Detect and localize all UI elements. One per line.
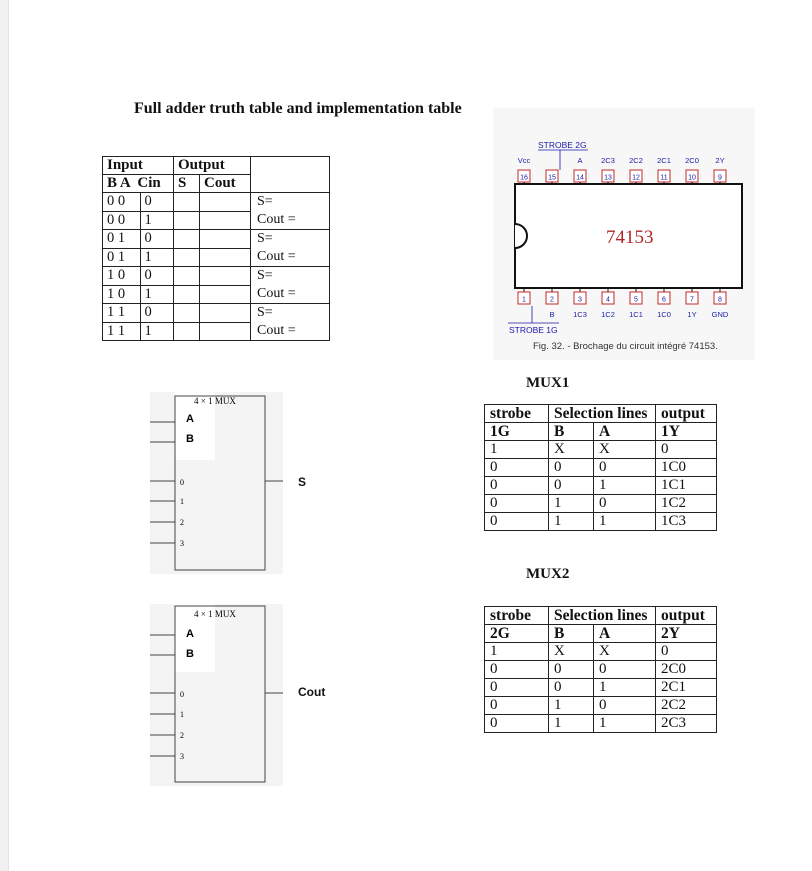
cell-cout	[200, 267, 251, 286]
table-cell: 0	[594, 495, 656, 513]
cell-cout	[200, 322, 251, 341]
input-label-2: 2	[180, 518, 184, 527]
bottom-pin-label: 1C0	[657, 310, 671, 319]
cell-eq: Cout =	[251, 211, 330, 230]
header-strobe: strobe	[485, 405, 549, 423]
top-pin-number: 12	[632, 174, 640, 182]
bottom-pin-label: 1C2	[601, 310, 615, 319]
table-cell: 1	[549, 513, 594, 531]
cell-cout	[200, 285, 251, 304]
cell-eq: S=	[251, 267, 330, 286]
mux2-label: MUX2	[526, 566, 570, 582]
table-cell: 0	[485, 715, 549, 733]
header-output: output	[656, 405, 717, 423]
table-cell: 1C3	[656, 513, 717, 531]
cell-eq: S=	[251, 193, 330, 212]
cell-s	[174, 304, 200, 323]
table-cell: 1	[549, 495, 594, 513]
cell-s	[174, 248, 200, 267]
mux1-label: MUX1	[526, 375, 570, 391]
mux-title: 4 × 1 MUX	[194, 396, 236, 406]
table-row	[485, 679, 717, 697]
mux-title: 4 × 1 MUX	[194, 609, 236, 619]
subheader-cell: 1Y	[656, 423, 717, 441]
cell-eq: S=	[251, 304, 330, 323]
bottom-pin-number: 1	[522, 296, 526, 304]
cell-ba: 0 1	[103, 248, 141, 267]
table-cell: 0	[594, 459, 656, 477]
table-row	[485, 513, 717, 531]
table-cell: 1	[594, 513, 656, 531]
table-cell: 0	[485, 495, 549, 513]
ic-pinout-drawing	[493, 108, 755, 338]
cell-s	[174, 267, 200, 286]
cell-eq: Cout =	[251, 285, 330, 304]
cell-cout	[200, 211, 251, 230]
table-cell: 1C1	[656, 477, 717, 495]
figure-caption: Fig. 32. - Brochage du circuit intégré 74153.	[533, 341, 718, 352]
header-output: Output	[174, 157, 251, 175]
strobe-1g-label: STROBE 1G	[509, 325, 558, 335]
mux2-table	[484, 606, 717, 733]
table-cell: 0	[485, 477, 549, 495]
header-output: output	[656, 607, 717, 625]
mux-block-s	[150, 392, 283, 574]
cell-s	[174, 285, 200, 304]
cell-ba: 0 0	[103, 193, 141, 212]
top-pin-label: 2C3	[601, 156, 615, 165]
cell-cin: 0	[140, 193, 173, 212]
table-row	[103, 285, 330, 304]
cell-cin: 1	[140, 322, 173, 341]
header-blank	[251, 157, 330, 193]
table-cell: 1C0	[656, 459, 717, 477]
bottom-pin-label: GND	[711, 310, 729, 319]
input-label-0: 0	[180, 690, 184, 699]
table-cell: 1	[485, 643, 549, 661]
top-pin-label: 2Y	[715, 156, 725, 165]
input-label-3: 3	[180, 752, 184, 761]
table-cell: 0	[485, 459, 549, 477]
cell-cin: 1	[140, 211, 173, 230]
top-pin-label: 2C2	[629, 156, 643, 165]
table-cell: 1	[594, 679, 656, 697]
ic-74153-pinout-figure	[493, 108, 755, 360]
cell-ba: 0 1	[103, 230, 141, 249]
table-cell: X	[549, 441, 594, 459]
table-header-row	[103, 157, 330, 175]
cell-cin: 0	[140, 267, 173, 286]
table-row	[485, 697, 717, 715]
cell-ba: 1 1	[103, 304, 141, 323]
table-cell: 1	[549, 715, 594, 733]
mux-block-cout	[150, 604, 283, 786]
table-header-row	[485, 607, 717, 625]
cell-s	[174, 322, 200, 341]
table-header-row	[485, 405, 717, 423]
cell-eq: S=	[251, 230, 330, 249]
table-cell: 0	[656, 643, 717, 661]
strobe-2g-label: STROBE 2G	[538, 140, 587, 150]
cell-eq: Cout =	[251, 322, 330, 341]
subheader-cell: 1G	[485, 423, 549, 441]
cell-cin: 0	[140, 304, 173, 323]
subheader-cell: B	[549, 423, 594, 441]
header-input: Input	[103, 157, 174, 175]
mux1-table	[484, 404, 717, 531]
bottom-pin-label: 1Y	[687, 310, 697, 319]
table-cell: 0	[549, 679, 594, 697]
page-left-edge	[0, 0, 9, 871]
table-cell: 0	[656, 441, 717, 459]
table-cell: 2C1	[656, 679, 717, 697]
header-strobe: strobe	[485, 607, 549, 625]
table-cell: 0	[594, 661, 656, 679]
input-label-1: 1	[180, 497, 184, 506]
cell-cout	[200, 193, 251, 212]
table-cell: 1C2	[656, 495, 717, 513]
table-row	[485, 715, 717, 733]
subheader-cell: 2Y	[656, 625, 717, 643]
bottom-pin-label: B	[549, 310, 555, 319]
top-pin-label: Vcc	[517, 156, 531, 165]
table-cell: 2C0	[656, 661, 717, 679]
table-row	[103, 230, 330, 249]
subheader-cell: 2G	[485, 625, 549, 643]
bottom-pin-number: 5	[634, 296, 638, 304]
table-cell: 2C2	[656, 697, 717, 715]
input-label-3: 3	[180, 539, 184, 548]
table-cell: 1	[485, 441, 549, 459]
top-pin-label: A	[577, 156, 583, 165]
cell-s	[174, 211, 200, 230]
top-pin-label: 2C1	[657, 156, 671, 165]
cell-ba: 0 0	[103, 211, 141, 230]
cell-s	[174, 193, 200, 212]
table-cell: 2C3	[656, 715, 717, 733]
top-pins	[518, 156, 726, 184]
bottom-pin-number: 2	[550, 296, 554, 304]
bottom-pin-number: 7	[690, 296, 694, 304]
top-pin-label: 2C0	[685, 156, 699, 165]
table-row	[485, 441, 717, 459]
sel-b-label: B	[186, 433, 194, 445]
table-cell: 0	[549, 459, 594, 477]
bottom-pin-number: 3	[578, 296, 582, 304]
table-row	[103, 248, 330, 267]
top-pin-number: 16	[520, 174, 528, 182]
table-cell: 0	[485, 679, 549, 697]
top-pin-number: 10	[688, 174, 696, 182]
table-cell: 0	[485, 697, 549, 715]
table-subheader-row	[485, 625, 717, 643]
sel-a-label: A	[186, 628, 194, 640]
table-cell: 0	[485, 513, 549, 531]
bottom-pin-label: 1C1	[629, 310, 643, 319]
sel-b-label: B	[186, 648, 194, 660]
table-row	[103, 211, 330, 230]
cell-s	[174, 230, 200, 249]
header-selection-lines: Selection lines	[549, 405, 656, 423]
top-pin-number: 11	[660, 174, 668, 182]
table-cell: 0	[549, 477, 594, 495]
header-s: S	[174, 175, 200, 193]
table-row	[103, 322, 330, 341]
cell-eq: Cout =	[251, 248, 330, 267]
table-row	[485, 661, 717, 679]
top-pin-number: 14	[576, 174, 584, 182]
cell-cin: 1	[140, 248, 173, 267]
subheader-cell: B	[549, 625, 594, 643]
table-row	[103, 304, 330, 323]
mux-output-cout: Cout	[298, 685, 326, 699]
table-cell: 1	[594, 477, 656, 495]
cell-cout	[200, 248, 251, 267]
subheader-cell: A	[594, 423, 656, 441]
page-title: Full adder truth table and implementation table	[134, 100, 462, 117]
bottom-pin-number: 6	[662, 296, 666, 304]
input-label-1: 1	[180, 710, 184, 719]
header-cout: Cout	[200, 175, 251, 193]
cell-cin: 1	[140, 285, 173, 304]
input-label-2: 2	[180, 731, 184, 740]
table-cell: X	[594, 643, 656, 661]
cell-ba: 1 1	[103, 322, 141, 341]
cell-ba: 1 0	[103, 285, 141, 304]
cell-cout	[200, 304, 251, 323]
full-adder-truth-table	[102, 156, 330, 341]
table-cell: 0	[485, 661, 549, 679]
table-cell: 0	[594, 697, 656, 715]
table-cell: X	[594, 441, 656, 459]
cell-cin: 0	[140, 230, 173, 249]
bottom-pin-number: 4	[606, 296, 610, 304]
table-cell: 1	[549, 697, 594, 715]
header-selection-lines: Selection lines	[549, 607, 656, 625]
table-cell: 0	[549, 661, 594, 679]
sel-a-label: A	[186, 413, 194, 425]
bottom-pins	[518, 288, 729, 319]
chip-name: 74153	[606, 227, 654, 248]
top-pin-number: 9	[718, 174, 722, 182]
table-row	[485, 459, 717, 477]
subheader-cell: A	[594, 625, 656, 643]
bottom-pin-label: 1C3	[573, 310, 587, 319]
top-pin-number: 13	[604, 174, 612, 182]
table-cell: X	[549, 643, 594, 661]
table-cell: 1	[594, 715, 656, 733]
table-row	[485, 643, 717, 661]
mux-output-s: S	[298, 475, 307, 489]
table-row	[103, 267, 330, 286]
top-pin-number: 15	[548, 174, 556, 182]
input-label-0: 0	[180, 478, 184, 487]
table-subheader-row	[485, 423, 717, 441]
bottom-pin-number: 8	[718, 296, 722, 304]
cell-cout	[200, 230, 251, 249]
header-ba-cin: B A Cin	[103, 175, 174, 193]
cell-ba: 1 0	[103, 267, 141, 286]
table-row	[485, 495, 717, 513]
table-row	[485, 477, 717, 495]
table-row	[103, 193, 330, 212]
